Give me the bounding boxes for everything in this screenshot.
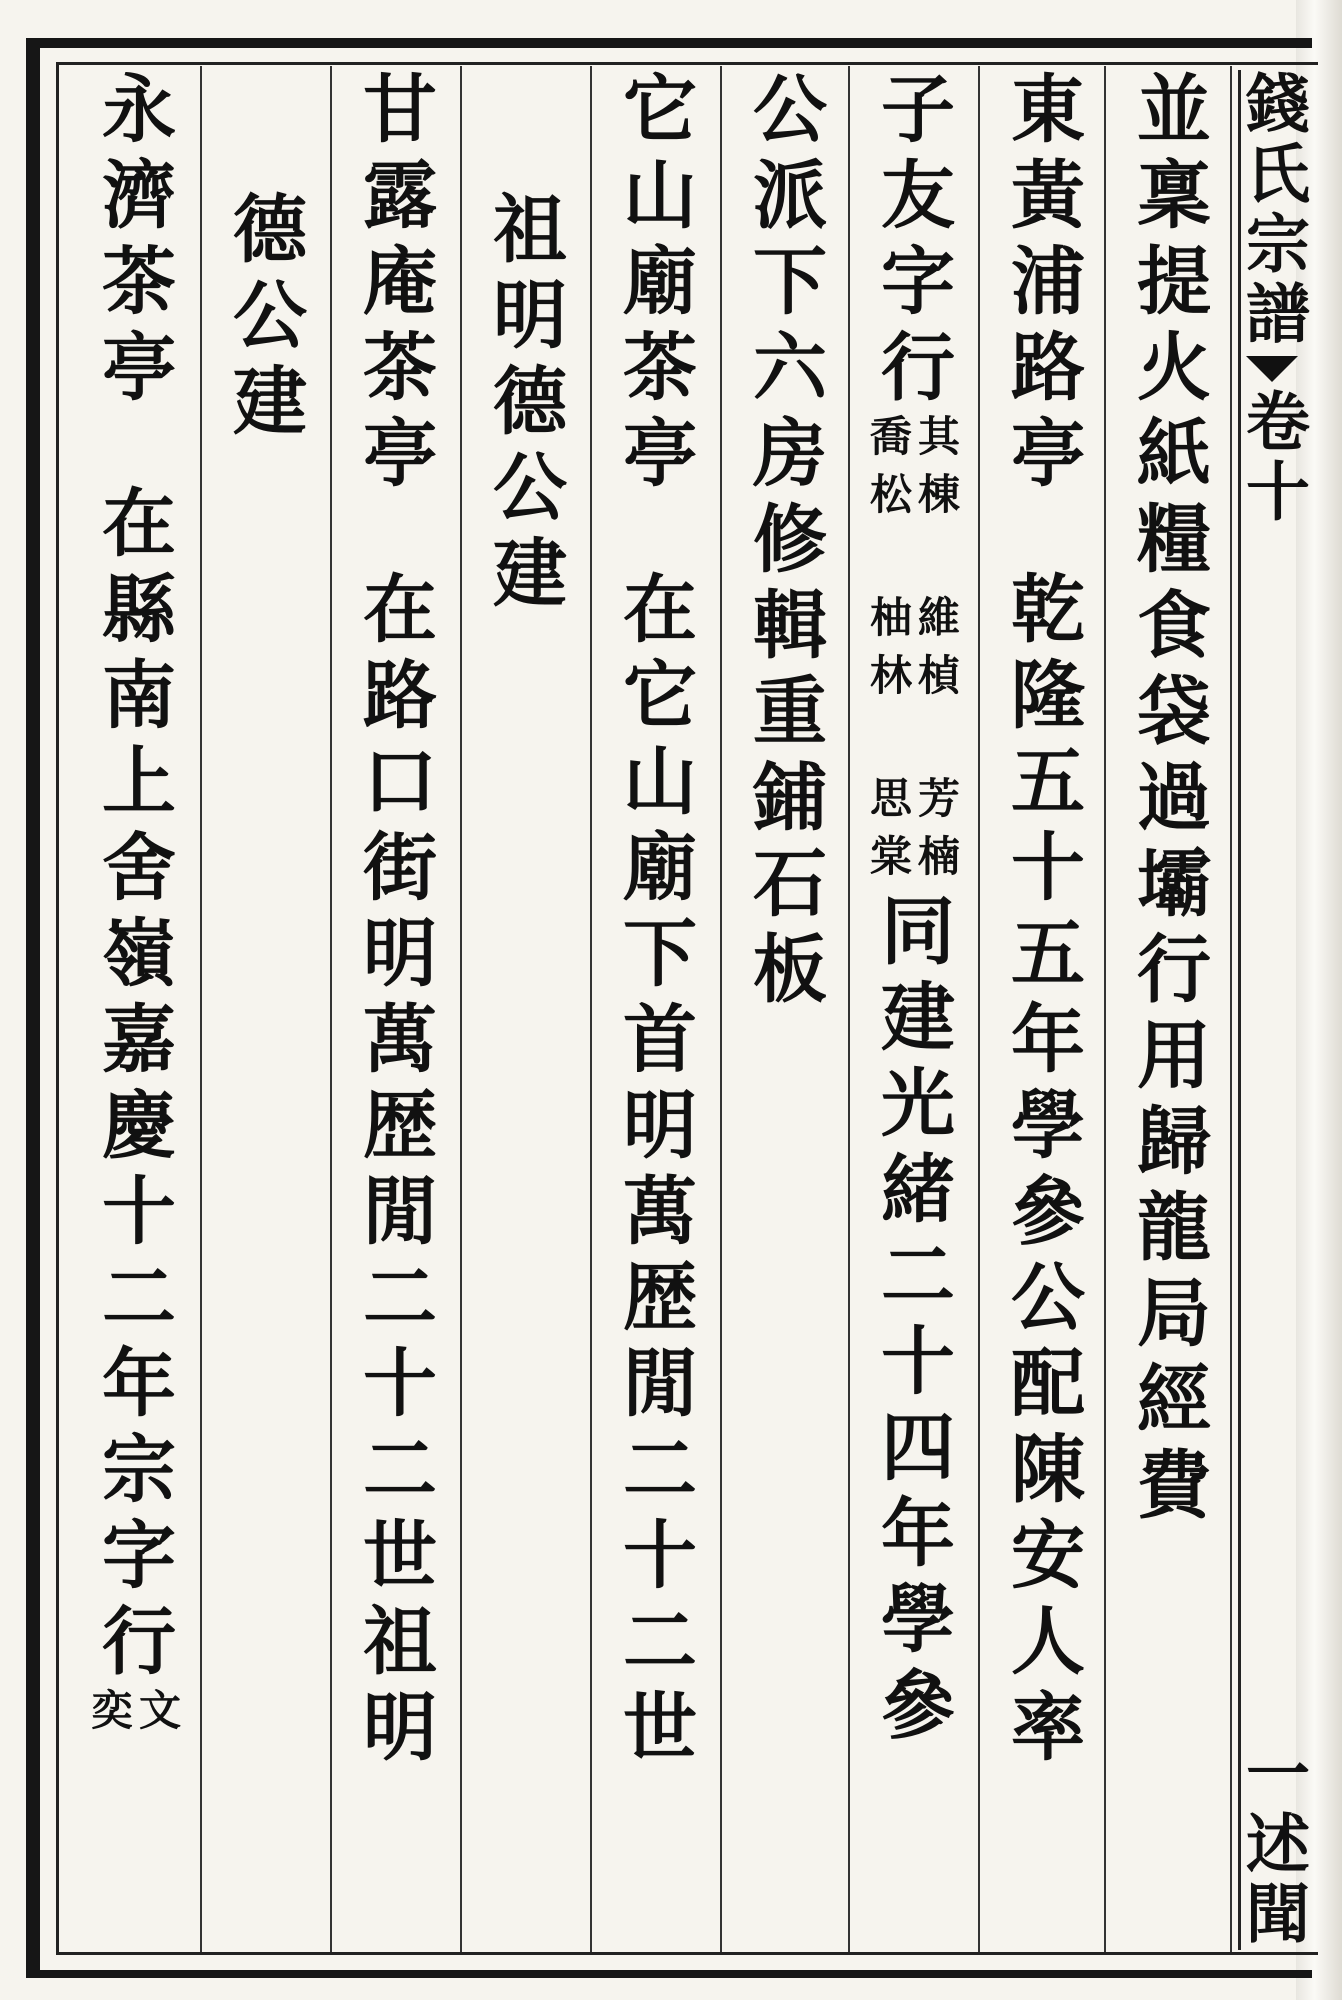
frame-inner-bottom [56,1952,1318,1955]
margin-header [1235,70,1310,1950]
interlinear-notes [85,1688,182,1746]
column-text: 公派下六房修輯重鋪石板 [741,70,827,1016]
text-column-8 [208,70,320,1950]
book-title: 錢氏宗譜 [1235,70,1310,350]
column-heading: 東黃浦路亭 [999,70,1085,500]
note-line: 喬松 柚林 思棠 [864,414,913,892]
text-column-7 [338,70,450,1950]
column-text: 並稟提火紙糧食袋過壩行用歸龍局經費 [1125,70,1211,1532]
column-text: 德公建 [221,190,307,448]
column-rule [1104,66,1106,1952]
interlinear-notes [864,414,961,892]
note-line: 其棟 維楨 芳楠 [912,414,961,892]
column-rule [978,66,980,1952]
text-column-6 [468,70,580,1950]
column-rule [720,66,722,1952]
frame-inner-top [56,62,1318,65]
column-text: 在路口街明萬歴閒二十二世祖明 [351,570,437,1774]
column-text: 在它山廟下首明萬歴閒二十二世 [611,570,697,1774]
text-column-9 [74,70,192,1950]
column-heading: 永濟茶亭 [90,70,176,414]
column-text: 祖明德公建 [481,190,567,620]
note-line: 奕 [85,1688,134,1746]
column-rule [200,66,202,1952]
column-rule [460,66,462,1952]
column-text: 在縣南上舍嶺嘉慶十二年宗字行 [90,484,176,1688]
text-column-1 [1112,70,1224,1950]
text-column-4 [728,70,840,1950]
column-text: 乾隆五十五年學參公配陳安人率 [999,570,1085,1774]
fish-tail-mark [1246,356,1298,382]
column-text: 子友字行 [869,70,955,414]
volume-label: 卷十 [1235,388,1310,528]
column-rule [330,66,332,1952]
section-label: 一述聞 [1235,1740,1310,1950]
frame-inner-left [56,62,59,1955]
column-heading: 它山廟茶亭 [611,70,697,500]
column-rule [590,66,592,1952]
text-column-2 [986,70,1098,1950]
column-text: 同建光緒二十四年學參 [869,892,955,1752]
note-line: 文 [133,1688,182,1746]
text-column-3 [856,70,968,1950]
text-column-5 [598,70,710,1950]
column-rule [848,66,850,1952]
column-heading: 甘露庵茶亭 [351,70,437,500]
